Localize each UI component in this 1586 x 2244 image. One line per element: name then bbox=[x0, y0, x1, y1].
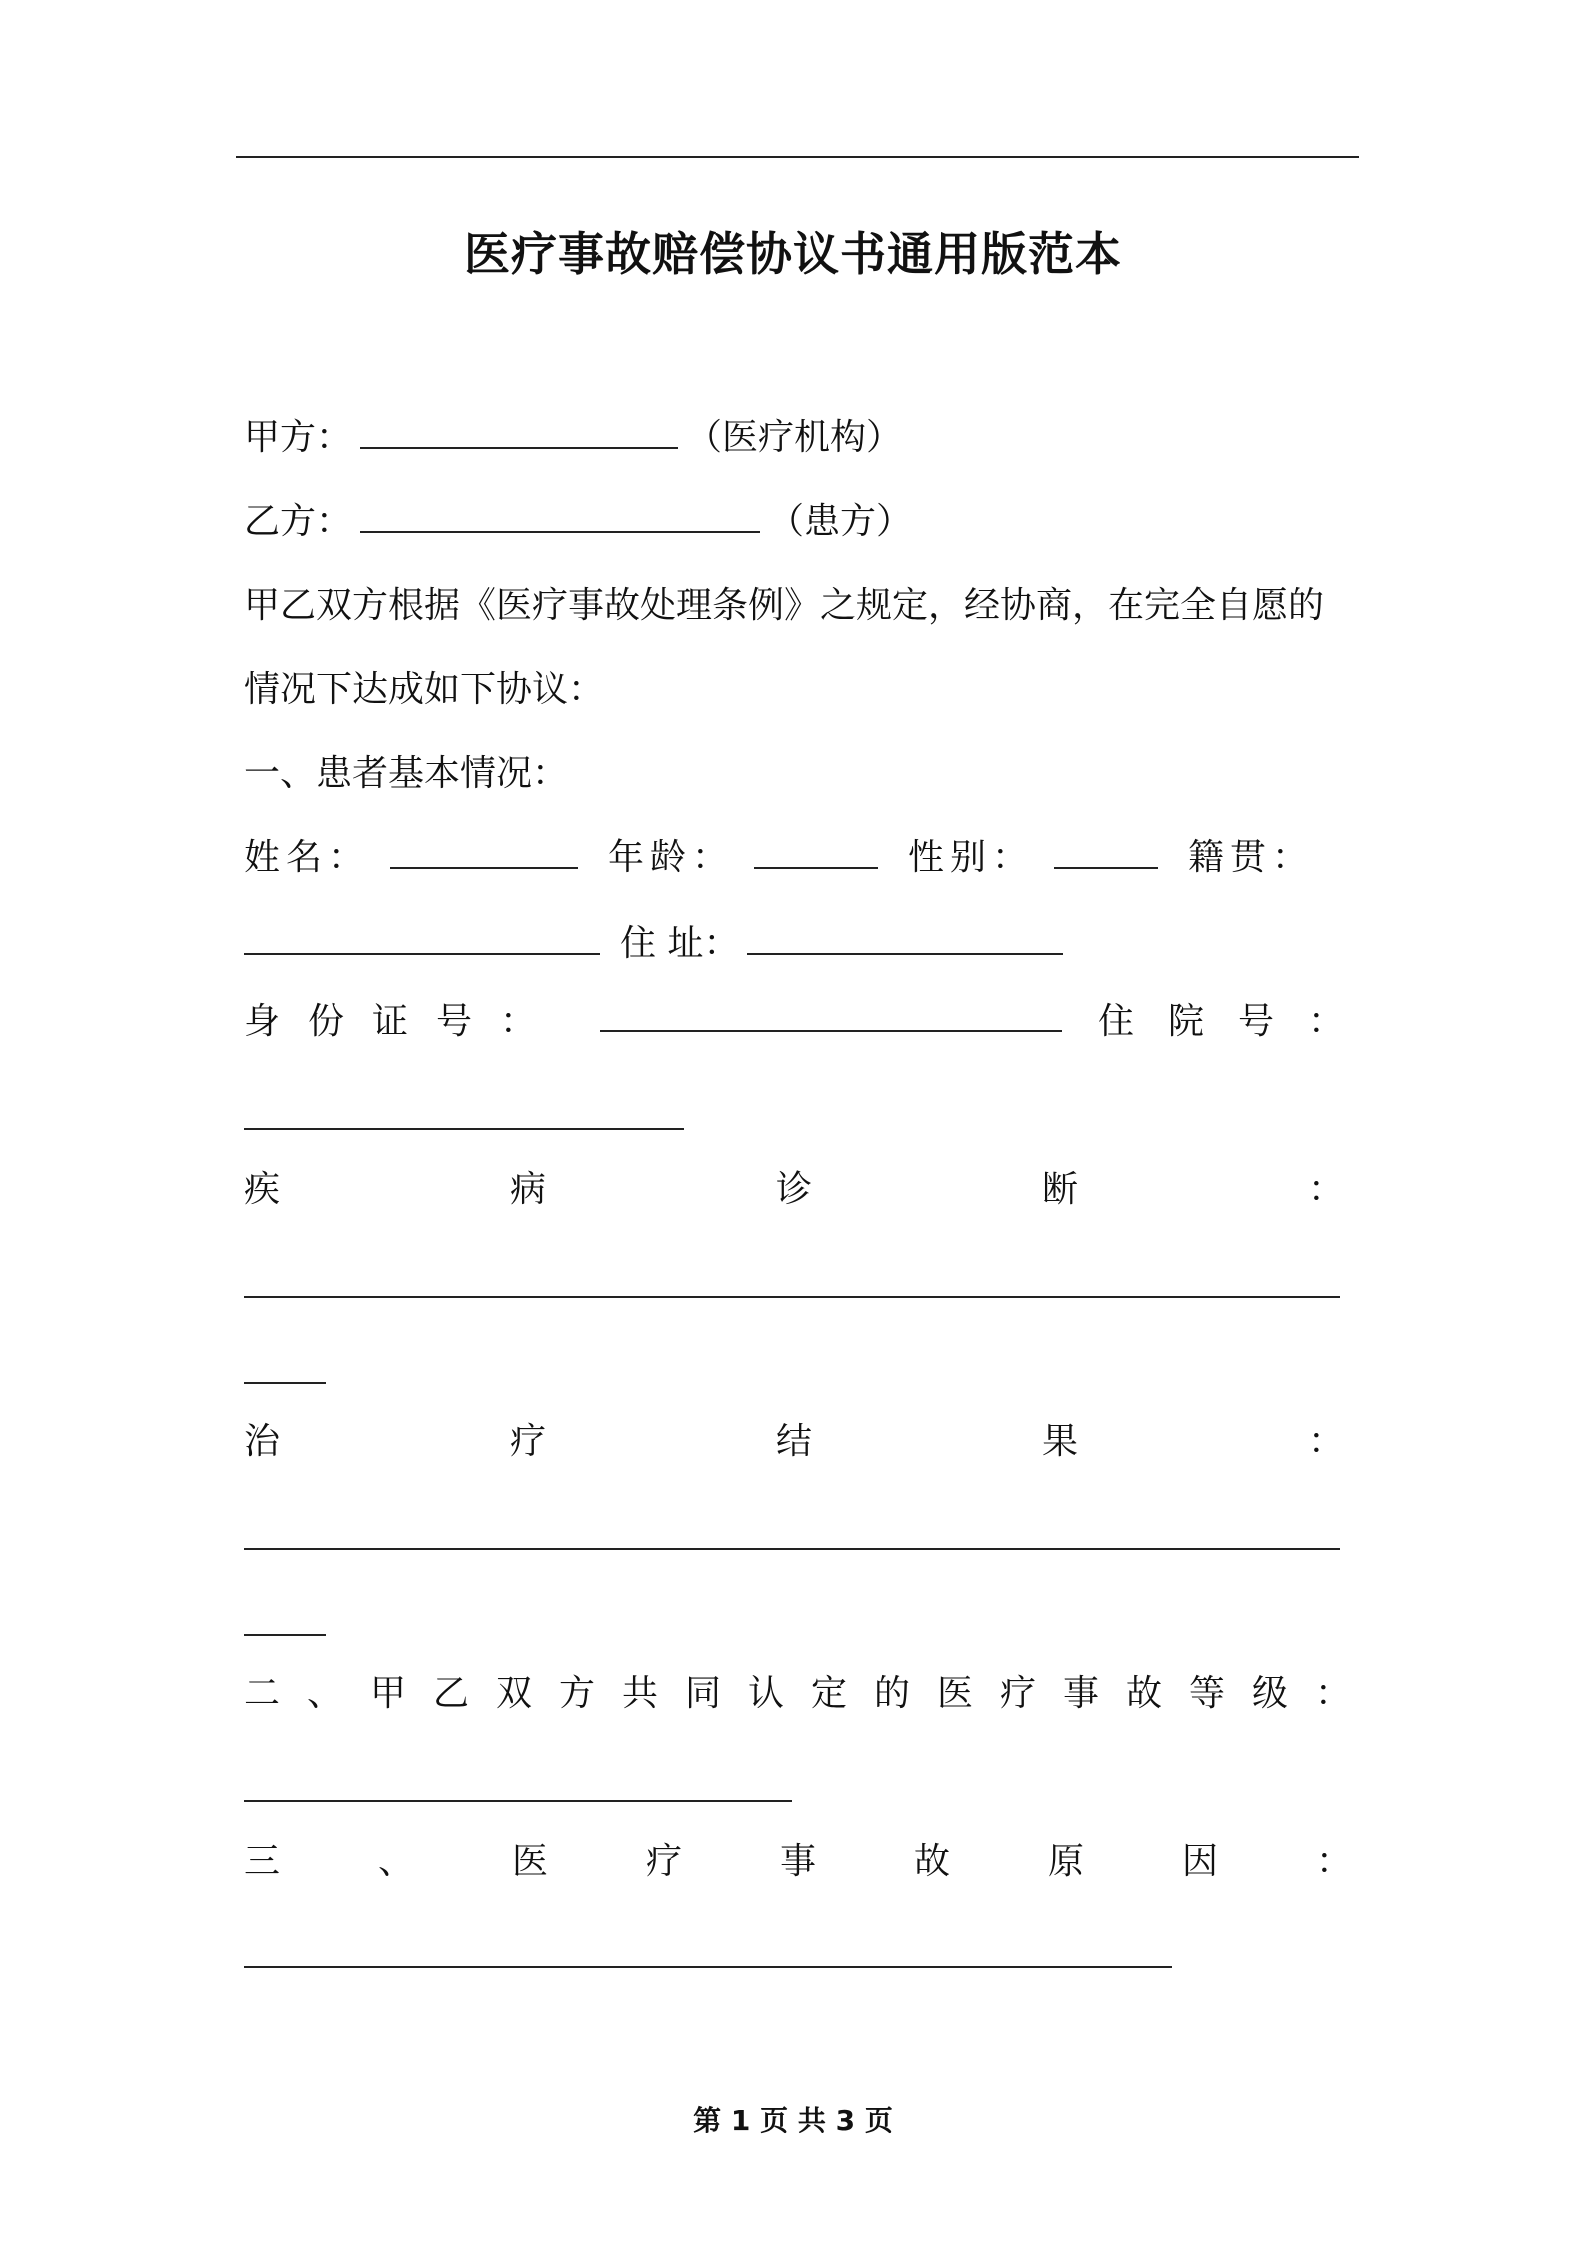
document-title: 医疗事故赔偿协议书通用版范本 bbox=[464, 227, 1122, 281]
party-a-line bbox=[244, 416, 902, 460]
treatment-row bbox=[244, 1420, 1575, 1464]
treatment-result-label: 治疗结果： bbox=[244, 1421, 1575, 1462]
id-number-label: 身份证号： bbox=[244, 1001, 565, 1042]
diagnosis-blank-line-2[interactable] bbox=[244, 1382, 326, 1384]
section3-heading: 三、医疗事故原因： bbox=[244, 1841, 1451, 1882]
header-rule bbox=[236, 156, 1359, 158]
party-b-blank[interactable] bbox=[360, 501, 760, 533]
section3-blank[interactable] bbox=[244, 1966, 1172, 1968]
section2-row bbox=[244, 1672, 1379, 1716]
name-blank[interactable] bbox=[390, 837, 578, 869]
native-place-blank[interactable] bbox=[244, 923, 600, 955]
party-b-line bbox=[244, 500, 912, 544]
treatment-blank-line-1[interactable] bbox=[244, 1548, 1340, 1550]
diagnosis-blank-line-1[interactable] bbox=[244, 1296, 1340, 1298]
page-footer: 第 1 页 共 3 页 bbox=[693, 2104, 893, 2137]
section2-heading: 二、甲乙双方共同认定的医疗事故等级： bbox=[244, 1673, 1379, 1714]
party-a-label: 甲方： bbox=[244, 417, 353, 458]
section3-row bbox=[244, 1840, 1451, 1884]
id-row bbox=[244, 1000, 1378, 1044]
age-label: 年龄： bbox=[608, 837, 735, 878]
native-place-label: 籍贯： bbox=[1188, 837, 1315, 878]
name-label: 姓名： bbox=[244, 837, 371, 878]
section1-heading: 一、患者基本情况： bbox=[244, 753, 569, 794]
section2-blank[interactable] bbox=[244, 1800, 792, 1802]
gender-label: 性别： bbox=[908, 837, 1035, 878]
party-a-suffix: （医疗机构） bbox=[686, 417, 903, 458]
gender-blank[interactable] bbox=[1054, 837, 1158, 869]
basic-info-row bbox=[244, 836, 1314, 880]
party-b-label: 乙方： bbox=[244, 501, 353, 542]
admission-number-label: 住院号： bbox=[1097, 1001, 1378, 1042]
address-row bbox=[244, 922, 1071, 966]
treatment-blank-line-2[interactable] bbox=[244, 1634, 326, 1636]
address-blank[interactable] bbox=[747, 923, 1063, 955]
diagnosis-label: 疾病诊断： bbox=[244, 1169, 1575, 1210]
intro-line-2: 情况下达成如下协议： bbox=[244, 669, 605, 710]
diagnosis-row bbox=[244, 1168, 1575, 1212]
admission-number-blank[interactable] bbox=[244, 1128, 684, 1130]
intro-line-1: 甲乙双方根据《医疗事故处理条例》之规定，经协商，在完全自愿的 bbox=[244, 585, 1325, 626]
party-b-suffix: （患方） bbox=[768, 501, 913, 542]
age-blank[interactable] bbox=[754, 837, 878, 869]
id-number-blank[interactable] bbox=[600, 1000, 1062, 1032]
address-label: 住 址： bbox=[620, 923, 740, 964]
party-a-blank[interactable] bbox=[360, 417, 678, 449]
